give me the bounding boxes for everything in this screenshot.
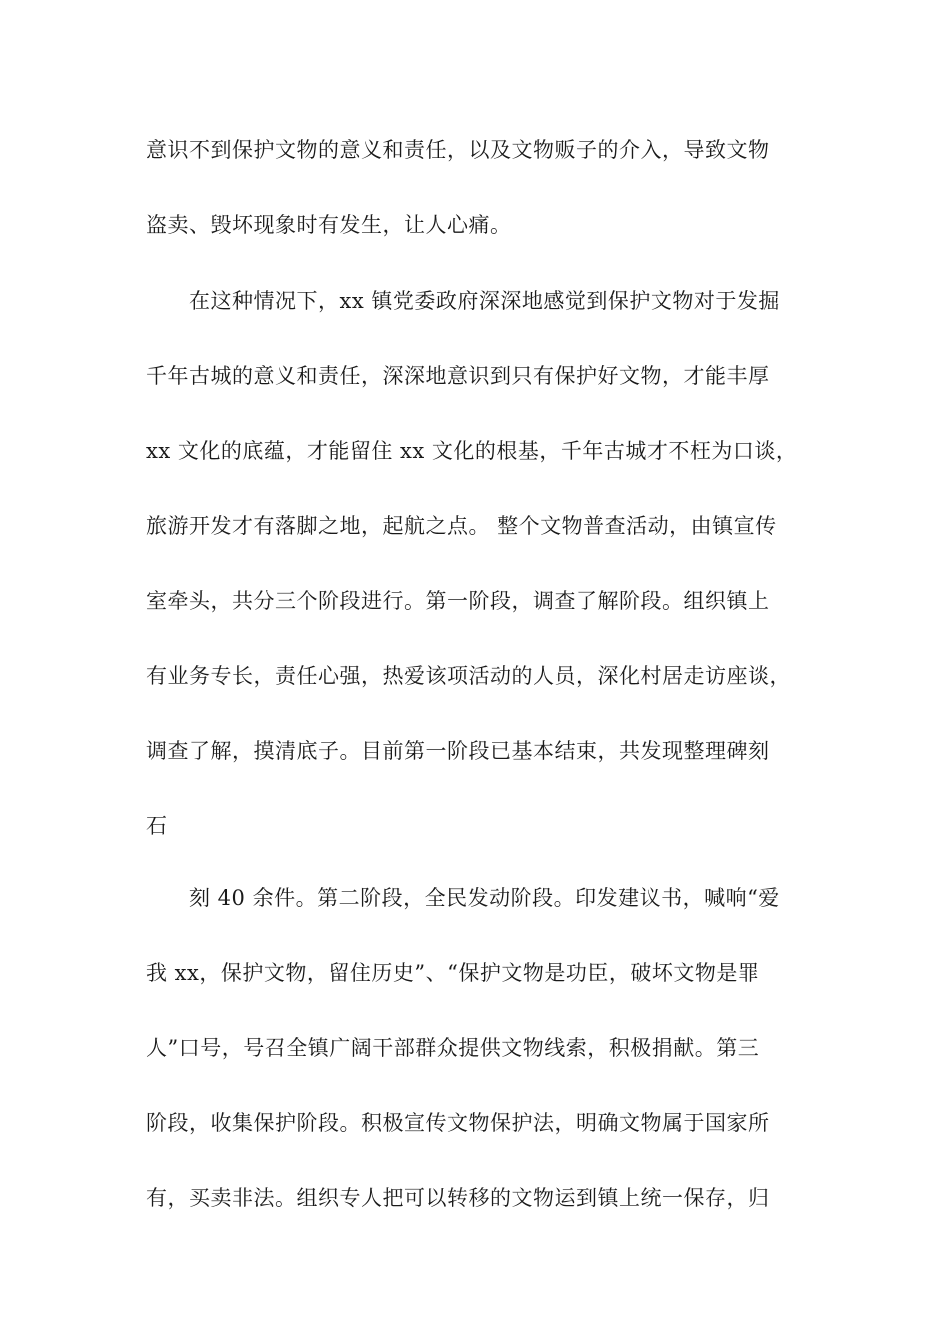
text-line-2: 盗卖、毁坏现象时有发生，让人心痛。 [146, 213, 512, 237]
text-line-7: 室牵头，共分三个阶段进行。第一阶段，调查了解阶段。组织镇上 [146, 589, 770, 613]
text-line-3: 在这种情况下，xx 镇党委政府深深地感觉到保护文物对于发掘 [189, 289, 780, 313]
text-line-4: 千年古城的意义和责任，深深地意识到只有保护好文物，才能丰厚 [146, 364, 770, 388]
text-line-10: 石 [146, 814, 168, 838]
text-line-1: 意识不到保护文物的意义和责任，以及文物贩子的介入，导致文物 [146, 138, 770, 162]
text-line-9: 调查了解，摸清底子。目前第一阶段已基本结束，共发现整理碑刻 [146, 739, 770, 763]
text-line-14: 阶段，收集保护阶段。积极宣传文物保护法，明确文物属于国家所 [146, 1111, 770, 1135]
text-line-15: 有，买卖非法。组织专人把可以转移的文物运到镇上统一保存，归 [146, 1186, 770, 1210]
text-line-5: xx 文化的底蕴，才能留住 xx 文化的根基，千年古城才不枉为口谈， [146, 439, 798, 463]
text-line-12: 我 xx，保护文物，留住历史”、“保护文物是功臣，破坏文物是罪 [146, 961, 760, 985]
text-line-13: 人”口号，号召全镇广阔干部群众提供文物线索，积极捐献。第三 [146, 1036, 760, 1060]
text-line-8: 有业务专长，责任心强，热爱该项活动的人员，深化村居走访座谈， [146, 664, 791, 688]
text-line-11: 刻 40 余件。第二阶段，全民发动阶段。印发建议书，喊响“爱 [189, 886, 780, 910]
text-line-6: 旅游开发才有落脚之地，起航之点。 整个文物普查活动，由镇宣传 [146, 514, 777, 538]
